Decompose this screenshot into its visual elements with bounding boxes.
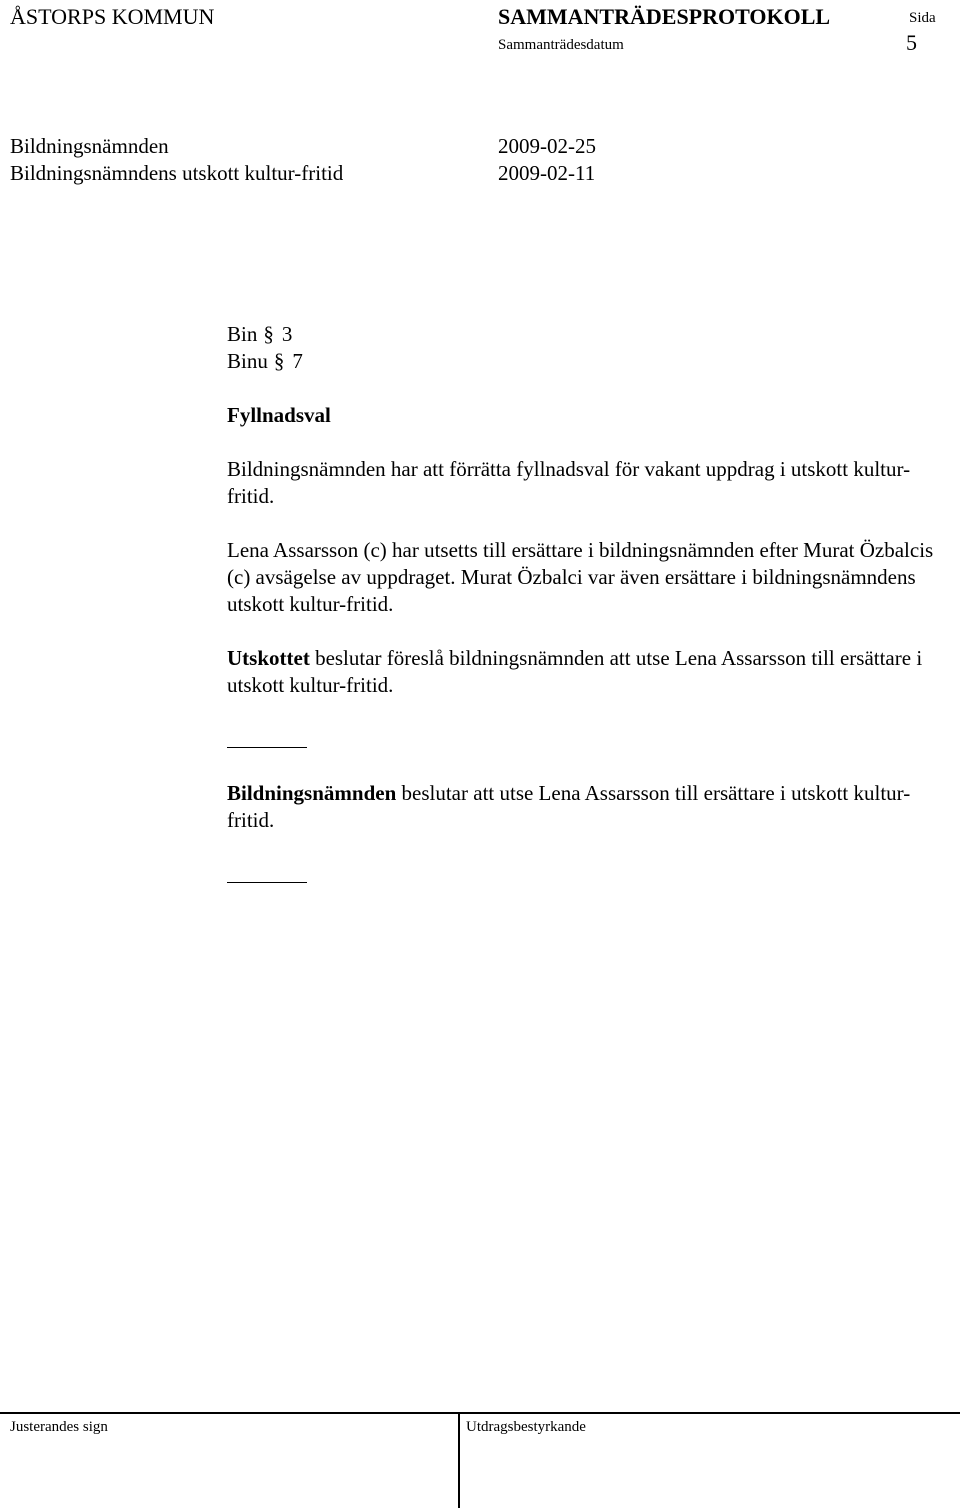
board-decision [227, 780, 947, 834]
paragraph-ref-number: 7 [292, 349, 303, 373]
body-paragraph-1: Bildningsnämnden har att förrätta fyllnadsval för vakant uppdrag i utskott kultur-fritid. [227, 457, 911, 508]
page-label: Sida [909, 10, 936, 26]
committee-proposal-text: beslutar föreslå bildningsnämnden att utse Lena Assarsson till ersättare i utskott kultur-fritid. [227, 646, 923, 697]
section-heading: Fyllnadsval [227, 403, 331, 427]
signature-label: Justerandes sign [10, 1419, 108, 1435]
separator-line [227, 882, 307, 883]
footer-rule [0, 1412, 960, 1414]
organization-name: ÅSTORPS KOMMUN [10, 4, 215, 29]
paragraph-ref-number: 3 [281, 322, 293, 346]
paragraph-ref-bin [227, 322, 292, 347]
certification-label: Utdragsbestyrkande [466, 1419, 586, 1435]
meeting-date-1: 2009-02-25 [498, 134, 596, 158]
meeting-body-1: Bildningsnämnden [10, 134, 169, 158]
board-decision-text: beslutar att utse Lena Assarsson till ersättare i utskott kultur-fritid. [227, 781, 911, 832]
meeting-body-2: Bildningsnämndens utskott kultur-fritid [10, 161, 344, 185]
board-label: Bildningsnämnden [227, 781, 397, 805]
paragraph-ref-label: Bin [227, 322, 258, 346]
meeting-date-2: 2009-02-11 [498, 161, 596, 185]
paragraph-ref-label: Binu [227, 349, 268, 373]
separator-line [227, 747, 307, 748]
section-symbol: § [273, 349, 285, 373]
paragraph-ref-binu [227, 349, 303, 374]
committee-label: Utskottet [227, 646, 310, 670]
document-type: SAMMANTRÄDESPROTOKOLL [498, 4, 831, 29]
footer-divider [458, 1413, 460, 1508]
body-paragraph-2: Lena Assarsson (c) har utsetts till ersättare i bildningsnämnden efter Murat Özbalcis (c) avsägelse av uppdraget. Murat Özbalci var även ersättare i bildningsnämndens utskott kultur-fritid. [227, 538, 934, 616]
page-number: 5 [906, 30, 917, 55]
section-symbol: § [263, 322, 274, 346]
committee-proposal [227, 645, 947, 699]
meeting-date-label: Sammanträdesdatum [498, 37, 624, 53]
